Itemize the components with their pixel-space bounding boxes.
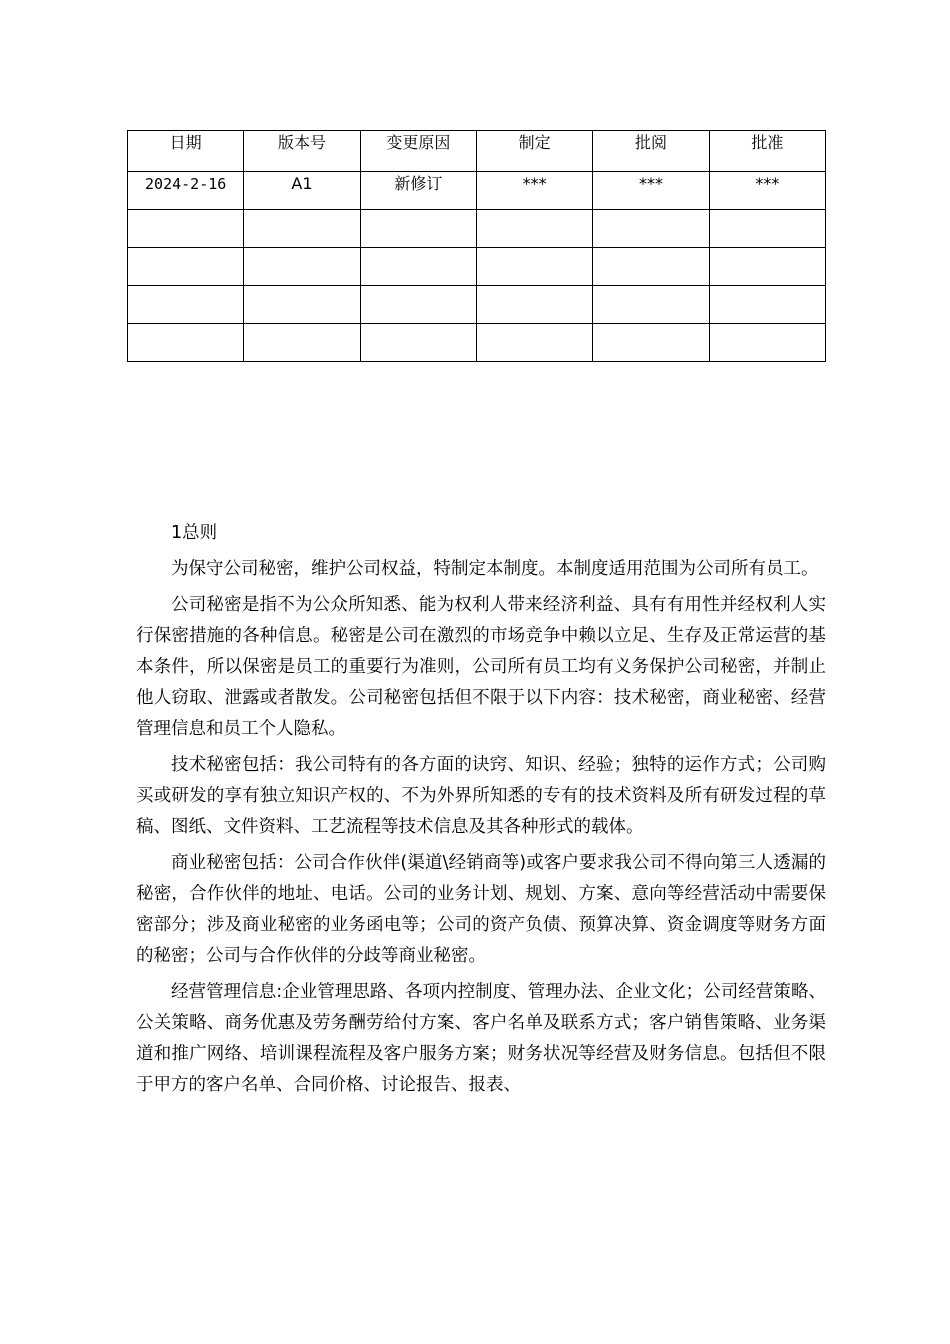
table-cell (709, 210, 825, 248)
header-prepared-by: 制定 (476, 131, 592, 172)
table-cell (593, 248, 709, 286)
header-change-reason: 变更原因 (360, 131, 476, 172)
paragraph-technical-secrets: 技术秘密包括：我公司特有的各方面的诀窍、知识、经验；独特的运作方式；公司购买或研发的享有独立知识产权的、不为外界所知悉的专有的技术资料及所有研发过程的草稿、图纸、文件资料、工艺流程等技术信息及其各种形式的载体。 (136, 755, 826, 837)
table-cell (476, 210, 592, 248)
table-cell (128, 210, 244, 248)
table-cell-date: 2024-2-16 (128, 172, 244, 210)
table-row (128, 248, 826, 286)
header-approved-by: 批准 (709, 131, 825, 172)
table-cell (244, 324, 360, 362)
table-row (128, 172, 826, 210)
table-cell-approved-by: *** (709, 172, 825, 210)
table-cell (128, 248, 244, 286)
table-cell (360, 210, 476, 248)
paragraph-management-info: 经营管理信息:企业管理思路、各项内控制度、管理办法、企业文化；公司经营策略、公关策略、商务优惠及劳务酬劳给付方案、客户名单及联系方式；客户销售策略、业务渠道和推广网络、培训课程流程及客户服务方案；财务状况等经营及财务信息。包括但不限于甲方的客户名单、合同价格、讨论报告、报表、 (136, 982, 826, 1095)
table-cell (593, 324, 709, 362)
table-row (128, 210, 826, 248)
table-cell (593, 210, 709, 248)
table-cell (476, 324, 592, 362)
table-cell (128, 324, 244, 362)
header-version: 版本号 (244, 131, 360, 172)
header-reviewed-by: 批阅 (593, 131, 709, 172)
table-row (128, 324, 826, 362)
header-date: 日期 (128, 131, 244, 172)
table-cell (593, 286, 709, 324)
table-cell (476, 248, 592, 286)
table-cell (244, 210, 360, 248)
table-cell-change-reason: 新修订 (360, 172, 476, 210)
table-cell (360, 286, 476, 324)
table-cell (360, 248, 476, 286)
table-cell (709, 248, 825, 286)
table-row (128, 286, 826, 324)
paragraph-commercial-secrets: 商业秘密包括：公司合作伙伴(渠道\经销商等)或客户要求我公司不得向第三人透漏的秘密，合作伙伴的地址、电话。公司的业务计划、规划、方案、意向等经营活动中需要保密部分；涉及商业秘密的业务函电等；公司的资产负债、预算决算、资金调度等财务方面的秘密；公司与合作伙伴的分歧等商业秘密。 (136, 853, 826, 966)
paragraph-scope: 为保守公司秘密，维护公司权益，特制定本制度。本制度适用范围为公司所有员工。 (171, 559, 819, 579)
table-cell-version: A1 (244, 172, 360, 210)
table-cell (244, 286, 360, 324)
table-cell-prepared-by: *** (476, 172, 592, 210)
table-cell (244, 248, 360, 286)
section-heading: 1总则 (171, 523, 218, 543)
table-cell (360, 324, 476, 362)
table-header-row (128, 131, 826, 172)
table-cell (128, 286, 244, 324)
table-cell (476, 286, 592, 324)
table-cell (709, 286, 825, 324)
revision-history-table (127, 130, 826, 362)
paragraph-definition: 公司秘密是指不为公众所知悉、能为权利人带来经济利益、具有有用性并经权利人实行保密措施的各种信息。秘密是公司在激烈的市场竞争中赖以立足、生存及正常运营的基本条件，所以保密是员工的重要行为准则，公司所有员工均有义务保护公司秘密，并制止他人窃取、泄露或者散发。公司秘密包括但不限于以下内容：技术秘密，商业秘密、经营管理信息和员工个人隐私。 (136, 595, 826, 739)
table-cell-reviewed-by: *** (593, 172, 709, 210)
document-body (136, 518, 826, 1106)
table-cell (709, 324, 825, 362)
